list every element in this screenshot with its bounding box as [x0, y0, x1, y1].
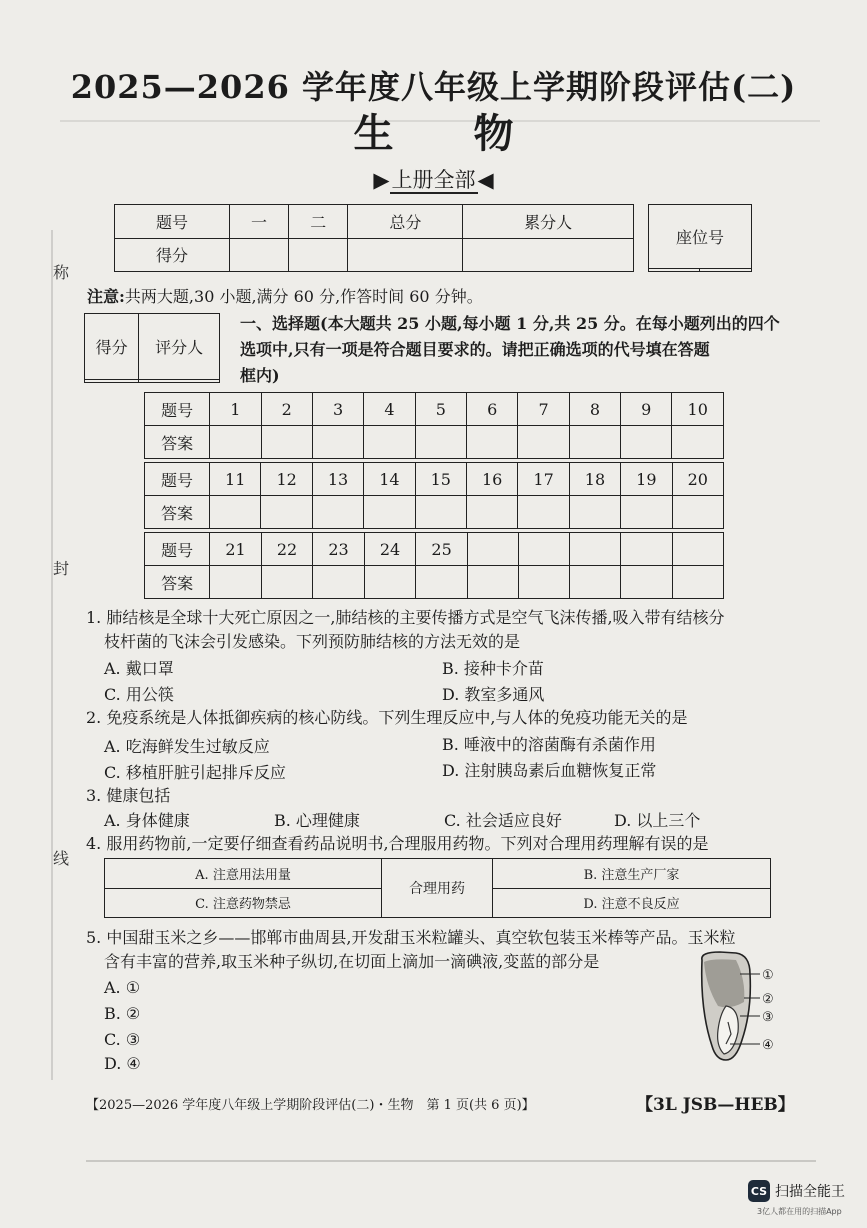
grader-name-label: 评分人 — [139, 314, 220, 380]
notice — [87, 284, 483, 307]
score-input-cell[interactable] — [348, 238, 463, 272]
subject-title: 生物 — [353, 110, 594, 157]
margin-char-1: 称 — [53, 263, 70, 282]
score-label-cell: 得分 — [115, 238, 230, 272]
q1-option-d[interactable]: D. 教室多通风 — [442, 685, 545, 704]
answer-cell — [519, 566, 570, 599]
answer-cell[interactable] — [621, 496, 672, 529]
question-number: 3 — [312, 393, 363, 426]
exam-code: 【3L JSB—HEB】 — [636, 1095, 795, 1115]
question-number — [621, 533, 672, 566]
answer-label: 答案 — [145, 566, 210, 599]
camscanner-icon: CS — [748, 1180, 770, 1202]
answer-cell[interactable] — [518, 496, 569, 529]
answer-cell — [467, 566, 518, 599]
notice-text: 共两大题,30 小题,满分 60 分,作答时间 60 分钟。 — [124, 287, 483, 306]
question-1 — [86, 606, 786, 654]
question-number: 21 — [210, 533, 262, 566]
answer-cell[interactable] — [261, 496, 312, 529]
answer-cell — [570, 566, 621, 599]
margin-char-3: 线 — [53, 849, 70, 868]
question-number: 10 — [672, 393, 724, 426]
q2-option-b[interactable]: B. 唾液中的溶菌酶有杀菌作用 — [442, 735, 656, 754]
question-number: 24 — [364, 533, 416, 566]
answer-grid-1 — [144, 392, 724, 459]
grader-score-label: 得分 — [85, 314, 139, 380]
question-number: 12 — [261, 463, 312, 496]
question-number: 6 — [467, 393, 518, 426]
seat-input-cell[interactable] — [700, 269, 752, 272]
q1-option-c[interactable]: C. 用公筷 — [104, 685, 174, 704]
question-3: 3. 健康包括 — [86, 786, 171, 805]
question-number: 22 — [261, 533, 313, 566]
q4-option-d[interactable]: D. 注意不良反应 — [493, 888, 771, 918]
question-number: 4 — [364, 393, 415, 426]
score-header-cell: 题号 — [115, 205, 230, 239]
question-number: 7 — [518, 393, 569, 426]
answer-cell[interactable] — [415, 496, 466, 529]
question-number: 13 — [312, 463, 363, 496]
question-number — [519, 533, 570, 566]
q1-option-a[interactable]: A. 戴口罩 — [104, 659, 174, 678]
q4-option-a[interactable]: A. 注意用法用量 — [105, 859, 382, 889]
q2-option-d[interactable]: D. 注射胰岛素后血糖恢复正常 — [442, 761, 657, 780]
question-1-line: 枝杆菌的飞沫会引发感染。下列预防肺结核的方法无效的是 — [104, 632, 521, 651]
answer-cell[interactable] — [518, 426, 569, 459]
answer-cell[interactable] — [364, 426, 415, 459]
answer-cell[interactable] — [672, 496, 723, 529]
answer-cell — [621, 566, 672, 599]
notice-label: 注意: — [87, 287, 125, 306]
answer-cell[interactable] — [312, 496, 363, 529]
question-5-line: 5. 中国甜玉米之乡——邯郸市曲周县,开发甜玉米粒罐头、真空软包装玉米棒等产品。玉米粒 — [86, 928, 736, 947]
grader-name-cell[interactable] — [139, 380, 220, 383]
question-number: 25 — [416, 533, 468, 566]
exam-title: 2025—2026 学年度八年级上学期阶段评估(二) — [70, 68, 797, 106]
score-table — [114, 204, 634, 272]
score-header-cell: 总分 — [348, 205, 463, 239]
question-number: 5 — [415, 393, 466, 426]
score-input-cell[interactable] — [463, 238, 634, 272]
answer-cell[interactable] — [467, 426, 518, 459]
section-heading-line: 框内) — [240, 366, 280, 385]
q4-option-b[interactable]: B. 注意生产厂家 — [493, 859, 771, 889]
question-number: 11 — [210, 463, 261, 496]
answer-cell[interactable] — [569, 426, 620, 459]
question-number — [570, 533, 621, 566]
grader-table — [84, 313, 220, 383]
answer-cell[interactable] — [364, 566, 416, 599]
left-triangle-icon: ▶ — [373, 168, 390, 192]
margin-char-2: 封 — [53, 559, 70, 578]
q5-option-d[interactable]: D. ④ — [104, 1054, 141, 1073]
seat-table — [648, 204, 752, 272]
question-number: 15 — [415, 463, 466, 496]
question-number-label: 题号 — [145, 533, 210, 566]
q4-center-label: 合理用药 — [382, 859, 493, 918]
question-number: 16 — [466, 463, 517, 496]
score-input-cell[interactable] — [289, 238, 348, 272]
seed-label-1: ① — [762, 968, 774, 983]
scanner-slogan: 3亿人都在用的扫描App — [757, 1207, 842, 1216]
answer-cell[interactable] — [210, 496, 261, 529]
q4-option-table — [104, 858, 771, 918]
answer-grid-3 — [144, 532, 724, 599]
question-number — [467, 533, 518, 566]
q5-option-b[interactable]: B. ② — [104, 1004, 141, 1023]
question-number: 9 — [621, 393, 672, 426]
q3-option-c[interactable]: C. 社会适应良好 — [444, 811, 562, 830]
q5-option-a[interactable]: A. ① — [104, 978, 141, 997]
binding-margin-line — [51, 230, 53, 1080]
section-heading-line: 选项中,只有一项是符合题目要求的。请把正确选项的代号填在答题 — [240, 340, 710, 359]
answer-cell[interactable] — [210, 566, 262, 599]
q3-option-a[interactable]: A. 身体健康 — [104, 811, 190, 830]
question-number: 20 — [672, 463, 723, 496]
question-5-line: 含有丰富的营养,取玉米种子纵切,在切面上滴加一滴碘液,变蓝的部分是 — [104, 952, 600, 971]
question-number — [672, 533, 723, 566]
q2-option-c[interactable]: C. 移植肝脏引起排斥反应 — [104, 763, 286, 782]
question-number: 1 — [210, 393, 261, 426]
q2-option-a[interactable]: A. 吃海鲜发生过敏反应 — [104, 737, 270, 756]
answer-cell[interactable] — [466, 496, 517, 529]
answer-cell — [672, 566, 723, 599]
answer-cell[interactable] — [261, 566, 313, 599]
section-heading — [240, 311, 785, 389]
q3-option-d[interactable]: D. 以上三个 — [614, 811, 701, 830]
answer-cell[interactable] — [569, 496, 620, 529]
answer-cell[interactable] — [261, 426, 312, 459]
right-triangle-icon: ◀ — [477, 168, 494, 192]
seed-label-2: ② — [762, 992, 774, 1007]
answer-cell[interactable] — [621, 426, 672, 459]
q3-option-b[interactable]: B. 心理健康 — [274, 811, 360, 830]
q1-option-b[interactable]: B. 接种卡介苗 — [442, 659, 544, 678]
question-2: 2. 免疫系统是人体抵御疾病的核心防线。下列生理反应中,与人体的免疫功能无关的是 — [86, 708, 688, 727]
seat-label: 座位号 — [649, 205, 752, 269]
answer-cell[interactable] — [364, 496, 415, 529]
answer-cell[interactable] — [210, 426, 261, 459]
corn-seed-diagram — [690, 950, 800, 1065]
question-1-line: 1. 肺结核是全球十大死亡原因之一,肺结核的主要传播方式是空气飞沫传播,吸入带有结核分 — [86, 608, 725, 627]
answer-cell[interactable] — [416, 566, 468, 599]
score-header-cell: 累分人 — [463, 205, 634, 239]
question-number: 8 — [569, 393, 620, 426]
question-number: 17 — [518, 463, 569, 496]
scanner-watermark — [748, 1180, 845, 1202]
question-number: 14 — [364, 463, 415, 496]
question-number: 18 — [569, 463, 620, 496]
bottom-rule — [86, 1160, 816, 1162]
q4-option-c[interactable]: C. 注意药物禁忌 — [105, 888, 382, 918]
question-number: 2 — [261, 393, 312, 426]
question-4: 4. 服用药物前,一定要仔细查看药品说明书,合理服用药物。下列对合理用药理解有误的是 — [86, 834, 709, 853]
answer-cell[interactable] — [313, 566, 365, 599]
seed-label-4: ④ — [762, 1038, 774, 1053]
seed-label-3: ③ — [762, 1010, 774, 1025]
scanner-brand-name: 扫描全能王 — [775, 1184, 845, 1200]
scope-text: 上册全部 — [391, 168, 476, 192]
question-number-label: 题号 — [145, 463, 210, 496]
score-header-cell: 一 — [229, 205, 288, 239]
question-number: 23 — [313, 533, 365, 566]
answer-cell[interactable] — [312, 426, 363, 459]
question-number: 19 — [621, 463, 672, 496]
answer-grid-2 — [144, 462, 724, 529]
answer-label: 答案 — [145, 496, 210, 529]
answer-label: 答案 — [145, 426, 210, 459]
section-heading-line: 一、选择题(本大题共 25 小题,每小题 1 分,共 25 分。在每小题列出的四个 — [240, 314, 780, 333]
question-number-label: 题号 — [145, 393, 210, 426]
grader-score-cell[interactable] — [85, 380, 139, 383]
answer-cell[interactable] — [672, 426, 724, 459]
q5-option-c[interactable]: C. ③ — [104, 1030, 141, 1049]
page-footer: 【2025—2026 学年度八年级上学期阶段评估(二)・生物 第 1 页(共 6 页)】 — [86, 1098, 535, 1113]
score-input-cell[interactable] — [229, 238, 288, 272]
scope-label — [0, 164, 867, 194]
seat-input-cell[interactable] — [649, 269, 700, 272]
answer-cell[interactable] — [415, 426, 466, 459]
question-5 — [86, 926, 786, 974]
score-header-cell: 二 — [289, 205, 348, 239]
